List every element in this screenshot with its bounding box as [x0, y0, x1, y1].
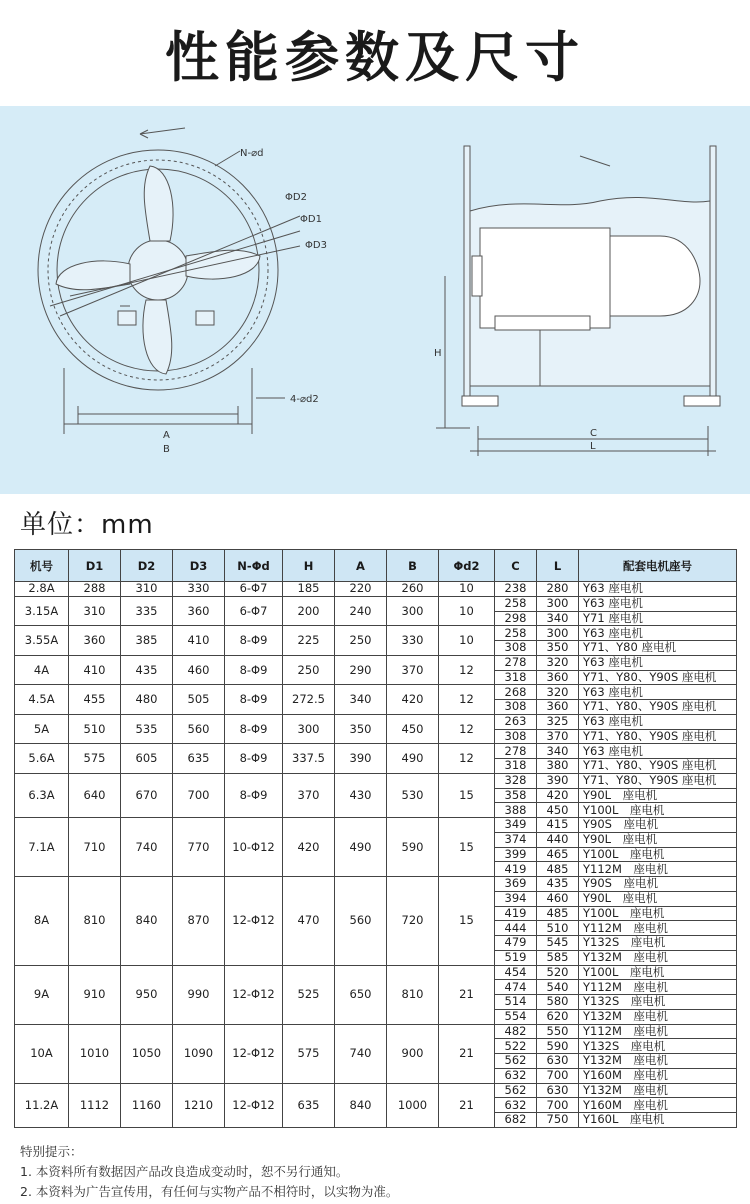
cell-c: 374	[495, 832, 537, 847]
cell-model: 10A	[15, 1024, 69, 1083]
cell-d3: 990	[173, 965, 225, 1024]
cell-model: 7.1A	[15, 818, 69, 877]
cell-c: 454	[495, 965, 537, 980]
cell-a: 560	[335, 877, 387, 966]
cell-l: 325	[537, 714, 579, 729]
cell-motor: Y71、Y80、Y90S 座电机	[579, 773, 737, 788]
cell-motor: Y63 座电机	[579, 714, 737, 729]
blade	[144, 166, 173, 241]
cell-l: 380	[537, 759, 579, 774]
table-row	[15, 685, 737, 700]
cell-h: 525	[283, 965, 335, 1024]
cell-n: 8-Φ9	[225, 655, 283, 685]
cell-h: 225	[283, 626, 335, 656]
cell-d2h: 12	[439, 655, 495, 685]
cell-model: 5.6A	[15, 744, 69, 774]
table-row	[15, 965, 737, 980]
cell-l: 545	[537, 936, 579, 951]
col-header: L	[537, 550, 579, 582]
cell-motor: Y100L 座电机	[579, 847, 737, 862]
cell-c: 399	[495, 847, 537, 862]
cell-d3: 1210	[173, 1083, 225, 1127]
cell-l: 520	[537, 965, 579, 980]
cell-model: 9A	[15, 965, 69, 1024]
cell-a: 430	[335, 773, 387, 817]
cell-b: 810	[387, 965, 439, 1024]
cell-motor: Y63 座电机	[579, 596, 737, 611]
cell-l: 360	[537, 670, 579, 685]
cell-l: 700	[537, 1098, 579, 1113]
spec-table-header	[15, 550, 737, 582]
cell-b: 370	[387, 655, 439, 685]
cell-motor: Y132M 座电机	[579, 950, 737, 965]
fan-drawing	[0, 106, 750, 494]
cell-d2: 1050	[121, 1024, 173, 1083]
cell-c: 519	[495, 950, 537, 965]
cell-motor: Y112M 座电机	[579, 921, 737, 936]
cell-motor: Y63 座电机	[579, 655, 737, 670]
cell-c: 632	[495, 1068, 537, 1083]
cell-n: 8-Φ9	[225, 685, 283, 715]
cell-motor: Y112M 座电机	[579, 980, 737, 995]
cell-b: 720	[387, 877, 439, 966]
cell-l: 630	[537, 1083, 579, 1098]
col-header: H	[283, 550, 335, 582]
cell-motor: Y90L 座电机	[579, 891, 737, 906]
label-d3: ΦD3	[305, 240, 327, 251]
cell-d2: 310	[121, 582, 173, 597]
cell-c: 474	[495, 980, 537, 995]
cell-b: 900	[387, 1024, 439, 1083]
cell-motor: Y71、Y80 座电机	[579, 641, 737, 656]
notes-heading: 特别提示：	[20, 1144, 83, 1159]
col-header: D3	[173, 550, 225, 582]
cell-model: 4.5A	[15, 685, 69, 715]
motor	[480, 228, 610, 328]
cell-d2: 385	[121, 626, 173, 656]
cell-d2: 605	[121, 744, 173, 774]
cell-d2h: 15	[439, 773, 495, 817]
cell-c: 318	[495, 759, 537, 774]
cell-d1: 510	[69, 714, 121, 744]
cell-c: 479	[495, 936, 537, 951]
note-item: 2. 本资料为广告宣传用，有任何与实物产品不相符时，以实物为准。	[20, 1184, 399, 1199]
cell-motor: Y100L 座电机	[579, 965, 737, 980]
cell-motor: Y132S 座电机	[579, 995, 737, 1010]
cell-l: 590	[537, 1039, 579, 1054]
col-header: C	[495, 550, 537, 582]
cell-d3: 410	[173, 626, 225, 656]
cell-l: 510	[537, 921, 579, 936]
cell-motor: Y112M 座电机	[579, 862, 737, 877]
cell-h: 635	[283, 1083, 335, 1127]
cell-l: 465	[537, 847, 579, 862]
cell-motor: Y63 座电机	[579, 744, 737, 759]
cell-model: 3.15A	[15, 596, 69, 626]
cell-c: 318	[495, 670, 537, 685]
cell-motor: Y160M 座电机	[579, 1068, 737, 1083]
table-row	[15, 655, 737, 670]
label-d2: ΦD2	[285, 192, 307, 203]
cell-a: 490	[335, 818, 387, 877]
dimension-diagram	[0, 106, 750, 494]
cell-l: 550	[537, 1024, 579, 1039]
unit-label: 单位：mm	[20, 510, 154, 540]
cell-d2h: 15	[439, 877, 495, 966]
cell-h: 300	[283, 714, 335, 744]
cell-l: 280	[537, 582, 579, 597]
cell-model: 4A	[15, 655, 69, 685]
cell-c: 419	[495, 906, 537, 921]
cell-model: 3.55A	[15, 626, 69, 656]
cell-c: 328	[495, 773, 537, 788]
cell-n: 12-Φ12	[225, 1083, 283, 1127]
cell-d2: 670	[121, 773, 173, 817]
cell-d1: 575	[69, 744, 121, 774]
table-row	[15, 877, 737, 892]
cell-motor: Y160M 座电机	[579, 1098, 737, 1113]
cell-d1: 288	[69, 582, 121, 597]
cell-n: 8-Φ9	[225, 744, 283, 774]
cell-c: 298	[495, 611, 537, 626]
cell-b: 590	[387, 818, 439, 877]
cell-h: 250	[283, 655, 335, 685]
cell-h: 200	[283, 596, 335, 626]
cell-motor: Y90L 座电机	[579, 788, 737, 803]
cell-c: 238	[495, 582, 537, 597]
cell-n: 12-Φ12	[225, 1024, 283, 1083]
cell-l: 585	[537, 950, 579, 965]
cell-c: 419	[495, 862, 537, 877]
cell-c: 358	[495, 788, 537, 803]
cell-d1: 640	[69, 773, 121, 817]
cell-c: 258	[495, 626, 537, 641]
spec-table	[14, 549, 737, 1128]
cell-d3: 460	[173, 655, 225, 685]
cell-l: 350	[537, 641, 579, 656]
cell-d2: 840	[121, 877, 173, 966]
cell-d2h: 21	[439, 965, 495, 1024]
note-item: 1. 本资料所有数据因产品改良造成变动时，恕不另行通知。	[20, 1164, 349, 1179]
label-a: A	[163, 430, 170, 441]
cell-b: 1000	[387, 1083, 439, 1127]
cell-a: 350	[335, 714, 387, 744]
cell-c: 444	[495, 921, 537, 936]
cell-model: 6.3A	[15, 773, 69, 817]
cell-d2h: 12	[439, 744, 495, 774]
cell-b: 420	[387, 685, 439, 715]
cell-l: 320	[537, 685, 579, 700]
cell-d1: 710	[69, 818, 121, 877]
cell-b: 260	[387, 582, 439, 597]
cell-d3: 560	[173, 714, 225, 744]
cell-n: 12-Φ12	[225, 965, 283, 1024]
cell-l: 540	[537, 980, 579, 995]
cell-h: 337.5	[283, 744, 335, 774]
cell-d3: 1090	[173, 1024, 225, 1083]
cell-motor: Y132S 座电机	[579, 1039, 737, 1054]
cell-l: 750	[537, 1113, 579, 1128]
cell-d2: 535	[121, 714, 173, 744]
flange-left	[464, 146, 470, 401]
cell-l: 700	[537, 1068, 579, 1083]
cell-d1: 910	[69, 965, 121, 1024]
cell-c: 308	[495, 641, 537, 656]
cell-model: 5A	[15, 714, 69, 744]
cell-h: 272.5	[283, 685, 335, 715]
cell-d3: 870	[173, 877, 225, 966]
cell-a: 840	[335, 1083, 387, 1127]
cell-c: 278	[495, 744, 537, 759]
cell-l: 440	[537, 832, 579, 847]
cell-motor: Y132M 座电机	[579, 1054, 737, 1069]
table-row	[15, 626, 737, 641]
cell-l: 390	[537, 773, 579, 788]
cell-d1: 360	[69, 626, 121, 656]
cell-b: 490	[387, 744, 439, 774]
label-b: B	[163, 444, 170, 455]
cell-d2h: 10	[439, 626, 495, 656]
cell-motor: Y112M 座电机	[579, 1024, 737, 1039]
cell-c: 632	[495, 1098, 537, 1113]
cell-a: 740	[335, 1024, 387, 1083]
cell-l: 450	[537, 803, 579, 818]
cell-b: 330	[387, 626, 439, 656]
cell-n: 6-Φ7	[225, 582, 283, 597]
label-c: C	[590, 428, 597, 439]
col-header: D2	[121, 550, 173, 582]
col-header: 配套电机座号	[579, 550, 737, 582]
cell-motor: Y90S 座电机	[579, 877, 737, 892]
cell-a: 290	[335, 655, 387, 685]
table-row	[15, 582, 737, 597]
cell-l: 340	[537, 611, 579, 626]
table-row	[15, 744, 737, 759]
table-row	[15, 773, 737, 788]
cell-l: 485	[537, 862, 579, 877]
blade	[143, 300, 172, 374]
label-l: L	[590, 441, 596, 452]
cell-motor: Y63 座电机	[579, 582, 737, 597]
cell-d2h: 15	[439, 818, 495, 877]
cell-motor: Y71、Y80、Y90S 座电机	[579, 759, 737, 774]
cell-d1: 410	[69, 655, 121, 685]
label-n-phi-d: N-⌀d	[240, 148, 264, 159]
label-h: H	[434, 348, 442, 359]
cell-c: 514	[495, 995, 537, 1010]
cell-d3: 330	[173, 582, 225, 597]
cell-l: 320	[537, 655, 579, 670]
cell-d2: 950	[121, 965, 173, 1024]
cell-n: 12-Φ12	[225, 877, 283, 966]
page-title: 性能参数及尺寸	[165, 25, 585, 89]
cell-c: 268	[495, 685, 537, 700]
cell-motor: Y63 座电机	[579, 685, 737, 700]
col-header: Φd2	[439, 550, 495, 582]
table-row	[15, 714, 737, 729]
cell-d2h: 21	[439, 1083, 495, 1127]
notes	[20, 1142, 398, 1202]
cell-d3: 700	[173, 773, 225, 817]
cell-d2: 335	[121, 596, 173, 626]
cell-d3: 505	[173, 685, 225, 715]
cell-c: 308	[495, 700, 537, 715]
cell-c: 682	[495, 1113, 537, 1128]
cell-n: 8-Φ9	[225, 626, 283, 656]
col-header: N-Φd	[225, 550, 283, 582]
cell-n: 8-Φ9	[225, 714, 283, 744]
cell-d2: 1160	[121, 1083, 173, 1127]
col-header: A	[335, 550, 387, 582]
cell-b: 300	[387, 596, 439, 626]
cell-motor: Y71 座电机	[579, 611, 737, 626]
cell-d1: 1010	[69, 1024, 121, 1083]
cell-b: 530	[387, 773, 439, 817]
hub	[128, 240, 188, 300]
cell-c: 482	[495, 1024, 537, 1039]
cell-motor: Y100L 座电机	[579, 803, 737, 818]
flange-right	[710, 146, 716, 401]
label-4-phi-d2: 4-⌀d2	[290, 394, 319, 405]
col-header: D1	[69, 550, 121, 582]
cell-c: 554	[495, 1009, 537, 1024]
cell-l: 460	[537, 891, 579, 906]
table-row	[15, 1083, 737, 1098]
cell-d3: 635	[173, 744, 225, 774]
cell-n: 6-Φ7	[225, 596, 283, 626]
table-row	[15, 1024, 737, 1039]
cell-d2h: 12	[439, 685, 495, 715]
cell-motor: Y71、Y80、Y90S 座电机	[579, 670, 737, 685]
cell-d1: 455	[69, 685, 121, 715]
spec-table-body	[15, 582, 737, 1128]
cell-l: 360	[537, 700, 579, 715]
cell-c: 308	[495, 729, 537, 744]
cell-d2: 435	[121, 655, 173, 685]
cell-d1: 310	[69, 596, 121, 626]
cell-motor: Y71、Y80、Y90S 座电机	[579, 729, 737, 744]
cell-c: 263	[495, 714, 537, 729]
cell-d2h: 10	[439, 582, 495, 597]
cell-c: 369	[495, 877, 537, 892]
cell-motor: Y132S 座电机	[579, 936, 737, 951]
cell-l: 420	[537, 788, 579, 803]
cell-c: 258	[495, 596, 537, 611]
cell-l: 630	[537, 1054, 579, 1069]
cell-n: 10-Φ12	[225, 818, 283, 877]
cell-motor: Y90L 座电机	[579, 832, 737, 847]
cell-l: 580	[537, 995, 579, 1010]
col-header: 机号	[15, 550, 69, 582]
cell-d2h: 12	[439, 714, 495, 744]
cell-motor: Y132M 座电机	[579, 1009, 737, 1024]
cell-d1: 1112	[69, 1083, 121, 1127]
cell-h: 420	[283, 818, 335, 877]
cell-motor: Y160L 座电机	[579, 1113, 737, 1128]
cell-c: 278	[495, 655, 537, 670]
cell-l: 435	[537, 877, 579, 892]
table-row	[15, 596, 737, 611]
cell-model: 11.2A	[15, 1083, 69, 1127]
cell-a: 220	[335, 582, 387, 597]
cell-b: 450	[387, 714, 439, 744]
cell-d3: 770	[173, 818, 225, 877]
cell-motor: Y100L 座电机	[579, 906, 737, 921]
cell-a: 390	[335, 744, 387, 774]
cell-h: 470	[283, 877, 335, 966]
cell-l: 300	[537, 626, 579, 641]
cell-l: 370	[537, 729, 579, 744]
cell-h: 185	[283, 582, 335, 597]
cell-c: 562	[495, 1083, 537, 1098]
cell-c: 562	[495, 1054, 537, 1069]
cell-a: 650	[335, 965, 387, 1024]
cell-motor: Y132M 座电机	[579, 1083, 737, 1098]
cell-d1: 810	[69, 877, 121, 966]
cell-c: 349	[495, 818, 537, 833]
cell-d2: 480	[121, 685, 173, 715]
cell-c: 388	[495, 803, 537, 818]
cell-a: 240	[335, 596, 387, 626]
cell-motor: Y63 座电机	[579, 626, 737, 641]
cell-motor: Y90S 座电机	[579, 818, 737, 833]
cell-l: 485	[537, 906, 579, 921]
cell-l: 340	[537, 744, 579, 759]
cell-d2h: 10	[439, 596, 495, 626]
cell-motor: Y71、Y80、Y90S 座电机	[579, 700, 737, 715]
cell-l: 620	[537, 1009, 579, 1024]
cell-c: 522	[495, 1039, 537, 1054]
cell-model: 8A	[15, 877, 69, 966]
cell-d2: 740	[121, 818, 173, 877]
cell-d3: 360	[173, 596, 225, 626]
cell-h: 370	[283, 773, 335, 817]
cell-d2h: 21	[439, 1024, 495, 1083]
cell-model: 2.8A	[15, 582, 69, 597]
cell-h: 575	[283, 1024, 335, 1083]
label-d1: ΦD1	[300, 214, 322, 225]
cell-l: 415	[537, 818, 579, 833]
cell-c: 394	[495, 891, 537, 906]
cell-a: 250	[335, 626, 387, 656]
cell-n: 8-Φ9	[225, 773, 283, 817]
cell-l: 300	[537, 596, 579, 611]
col-header: B	[387, 550, 439, 582]
cell-a: 340	[335, 685, 387, 715]
table-row	[15, 818, 737, 833]
